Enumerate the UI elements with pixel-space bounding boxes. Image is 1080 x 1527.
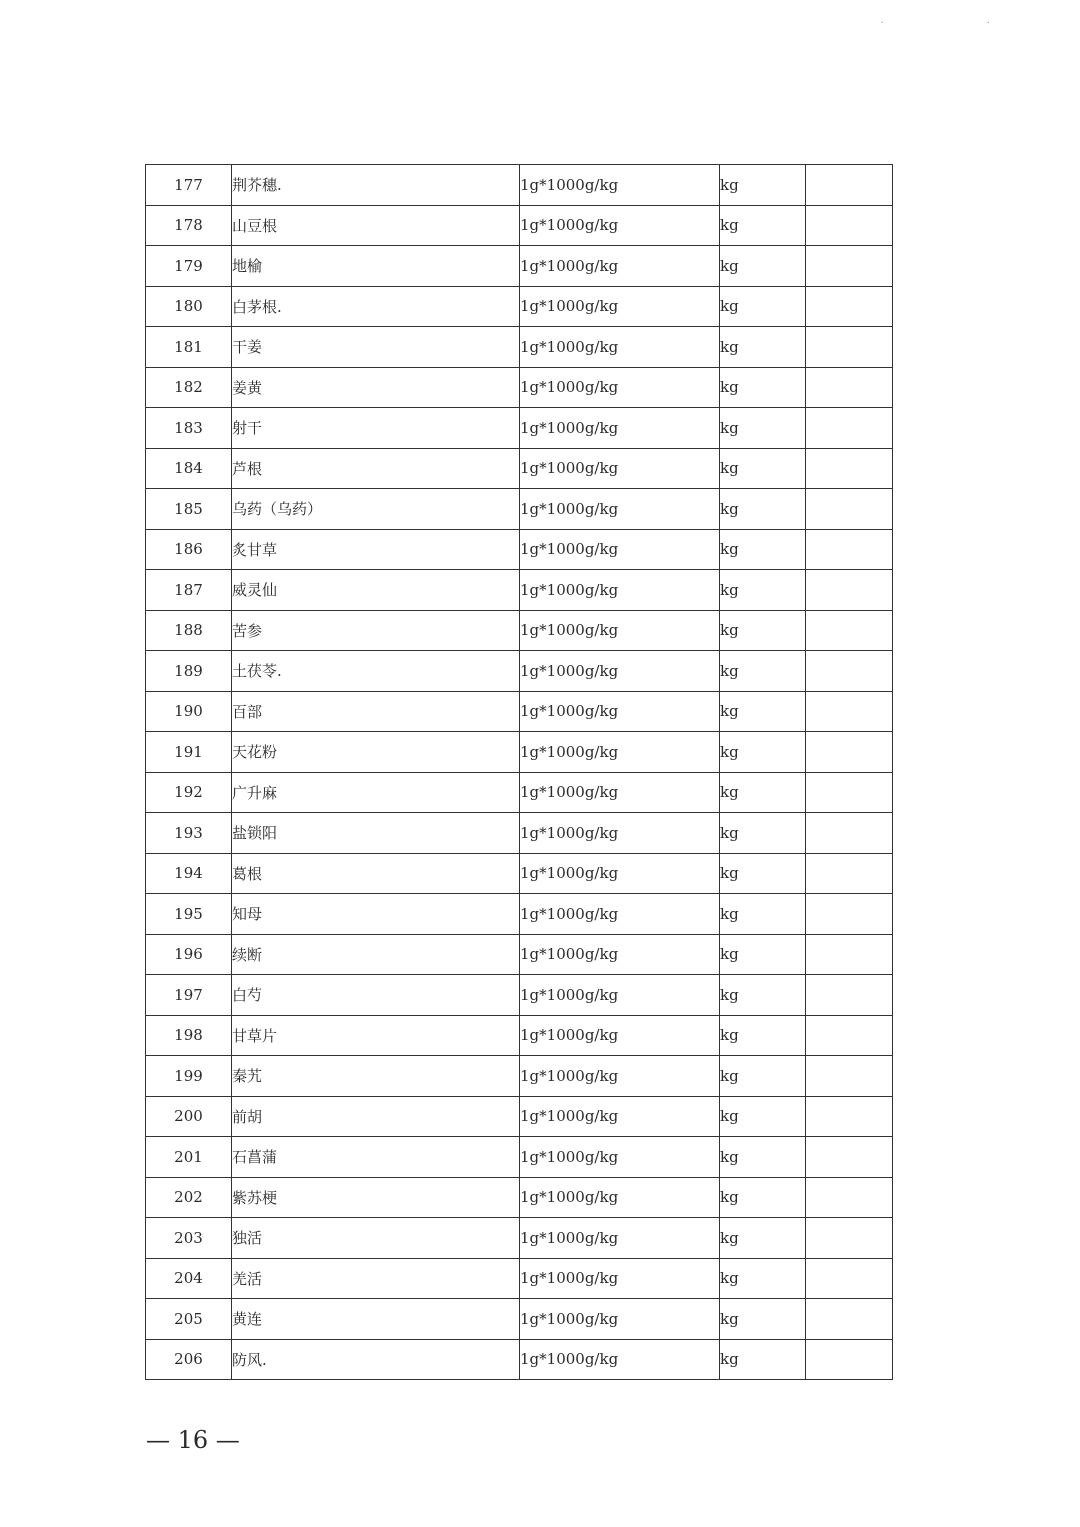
herb-name-cell: 威灵仙 [232,570,520,611]
unit-cell: kg [720,1015,806,1056]
blank-cell [806,327,893,368]
row-number-cell: 197 [146,975,232,1016]
row-number-cell: 181 [146,327,232,368]
blank-cell [806,1137,893,1178]
table-row [146,489,893,530]
page-number: — 16 — [146,1426,240,1454]
blank-cell [806,975,893,1016]
unit-cell: kg [720,1299,806,1340]
herb-name-cell: 芦根 [232,448,520,489]
herb-name-cell: 天花粉 [232,732,520,773]
blank-cell [806,610,893,651]
spec-cell: 1g*1000g/kg [520,529,720,570]
blank-cell [806,1218,893,1259]
spec-cell: 1g*1000g/kg [520,246,720,287]
row-number-cell: 189 [146,651,232,692]
spec-cell: 1g*1000g/kg [520,1015,720,1056]
spec-cell: 1g*1000g/kg [520,1339,720,1380]
row-number-cell: 182 [146,367,232,408]
table-row [146,408,893,449]
blank-cell [806,813,893,854]
unit-cell: kg [720,934,806,975]
table-row [146,813,893,854]
herb-name-cell: 姜黄 [232,367,520,408]
herb-name-cell: 广升麻 [232,772,520,813]
table-row [146,691,893,732]
table-row [146,246,893,287]
row-number-cell: 187 [146,570,232,611]
herb-table-body [146,165,893,1380]
spec-cell: 1g*1000g/kg [520,570,720,611]
unit-cell: kg [720,367,806,408]
unit-cell: kg [720,1177,806,1218]
table-row [146,894,893,935]
row-number-cell: 178 [146,205,232,246]
herb-name-cell: 射干 [232,408,520,449]
row-number-cell: 199 [146,1056,232,1097]
spec-cell: 1g*1000g/kg [520,1096,720,1137]
row-number-cell: 184 [146,448,232,489]
table-row [146,975,893,1016]
blank-cell [806,853,893,894]
table-row [146,610,893,651]
row-number-cell: 179 [146,246,232,287]
spec-cell: 1g*1000g/kg [520,894,720,935]
blank-cell [806,1056,893,1097]
table-row [146,570,893,611]
blank-cell [806,408,893,449]
herb-name-cell: 防风. [232,1339,520,1380]
herb-name-cell: 山豆根 [232,205,520,246]
blank-cell [806,934,893,975]
row-number-cell: 196 [146,934,232,975]
herb-name-cell: 地榆 [232,246,520,287]
unit-cell: kg [720,246,806,287]
herb-name-cell: 续断 [232,934,520,975]
blank-cell [806,570,893,611]
spec-cell: 1g*1000g/kg [520,732,720,773]
herb-name-cell: 荆芥穗. [232,165,520,206]
unit-cell: kg [720,651,806,692]
unit-cell: kg [720,327,806,368]
herb-name-cell: 秦艽 [232,1056,520,1097]
row-number-cell: 183 [146,408,232,449]
row-number-cell: 177 [146,165,232,206]
row-number-cell: 193 [146,813,232,854]
blank-cell [806,529,893,570]
table-row [146,853,893,894]
blank-cell [806,448,893,489]
spec-cell: 1g*1000g/kg [520,327,720,368]
herb-name-cell: 乌药（乌药） [232,489,520,530]
table-row [146,732,893,773]
spec-cell: 1g*1000g/kg [520,772,720,813]
row-number-cell: 186 [146,529,232,570]
table-row [146,1258,893,1299]
spec-cell: 1g*1000g/kg [520,813,720,854]
table-row [146,1339,893,1380]
herb-name-cell: 土茯苓. [232,651,520,692]
unit-cell: kg [720,1339,806,1380]
row-number-cell: 192 [146,772,232,813]
blank-cell [806,286,893,327]
unit-cell: kg [720,165,806,206]
table-row [146,1299,893,1340]
herb-name-cell: 盐锁阳 [232,813,520,854]
table-row [146,529,893,570]
spec-cell: 1g*1000g/kg [520,165,720,206]
blank-cell [806,732,893,773]
herb-name-cell: 白茅根. [232,286,520,327]
blank-cell [806,1096,893,1137]
unit-cell: kg [720,489,806,530]
unit-cell: kg [720,448,806,489]
table-row [146,165,893,206]
unit-cell: kg [720,975,806,1016]
row-number-cell: 190 [146,691,232,732]
table-row [146,1137,893,1178]
table-row [146,367,893,408]
spec-cell: 1g*1000g/kg [520,610,720,651]
unit-cell: kg [720,772,806,813]
herb-table [145,164,893,1380]
blank-cell [806,1299,893,1340]
herb-name-cell: 苦参 [232,610,520,651]
herb-name-cell: 知母 [232,894,520,935]
table-row [146,651,893,692]
herb-name-cell: 紫苏梗 [232,1177,520,1218]
blank-cell [806,772,893,813]
row-number-cell: 200 [146,1096,232,1137]
unit-cell: kg [720,570,806,611]
unit-cell: kg [720,853,806,894]
herb-name-cell: 炙甘草 [232,529,520,570]
table-row [146,1056,893,1097]
table-row [146,448,893,489]
blank-cell [806,1177,893,1218]
spec-cell: 1g*1000g/kg [520,1299,720,1340]
spec-cell: 1g*1000g/kg [520,1177,720,1218]
unit-cell: kg [720,732,806,773]
blank-cell [806,1015,893,1056]
blank-cell [806,205,893,246]
unit-cell: kg [720,1137,806,1178]
spec-cell: 1g*1000g/kg [520,205,720,246]
unit-cell: kg [720,205,806,246]
row-number-cell: 205 [146,1299,232,1340]
unit-cell: kg [720,529,806,570]
table-row [146,1096,893,1137]
blank-cell [806,691,893,732]
spec-cell: 1g*1000g/kg [520,448,720,489]
spec-cell: 1g*1000g/kg [520,975,720,1016]
spec-cell: 1g*1000g/kg [520,1218,720,1259]
herb-name-cell: 前胡 [232,1096,520,1137]
row-number-cell: 191 [146,732,232,773]
table-row [146,1218,893,1259]
table-row [146,1177,893,1218]
table-row [146,1015,893,1056]
herb-name-cell: 葛根 [232,853,520,894]
table-row [146,934,893,975]
spec-cell: 1g*1000g/kg [520,651,720,692]
unit-cell: kg [720,1096,806,1137]
blank-cell [806,165,893,206]
blank-cell [806,1339,893,1380]
row-number-cell: 180 [146,286,232,327]
blank-cell [806,489,893,530]
table-row [146,327,893,368]
scan-specks: · · [880,18,1040,29]
unit-cell: kg [720,1056,806,1097]
herb-name-cell: 甘草片 [232,1015,520,1056]
row-number-cell: 188 [146,610,232,651]
herb-name-cell: 羌活 [232,1258,520,1299]
row-number-cell: 194 [146,853,232,894]
unit-cell: kg [720,408,806,449]
table-row [146,772,893,813]
blank-cell [806,1258,893,1299]
blank-cell [806,246,893,287]
herb-name-cell: 石菖蒲 [232,1137,520,1178]
herb-name-cell: 干姜 [232,327,520,368]
blank-cell [806,367,893,408]
spec-cell: 1g*1000g/kg [520,286,720,327]
row-number-cell: 185 [146,489,232,530]
row-number-cell: 195 [146,894,232,935]
table-row [146,205,893,246]
spec-cell: 1g*1000g/kg [520,489,720,530]
herb-name-cell: 百部 [232,691,520,732]
row-number-cell: 203 [146,1218,232,1259]
spec-cell: 1g*1000g/kg [520,934,720,975]
spec-cell: 1g*1000g/kg [520,853,720,894]
unit-cell: kg [720,1258,806,1299]
unit-cell: kg [720,286,806,327]
blank-cell [806,894,893,935]
spec-cell: 1g*1000g/kg [520,1258,720,1299]
row-number-cell: 198 [146,1015,232,1056]
row-number-cell: 206 [146,1339,232,1380]
unit-cell: kg [720,894,806,935]
spec-cell: 1g*1000g/kg [520,408,720,449]
spec-cell: 1g*1000g/kg [520,1056,720,1097]
spec-cell: 1g*1000g/kg [520,367,720,408]
herb-name-cell: 独活 [232,1218,520,1259]
unit-cell: kg [720,610,806,651]
spec-cell: 1g*1000g/kg [520,1137,720,1178]
blank-cell [806,651,893,692]
row-number-cell: 204 [146,1258,232,1299]
table-row [146,286,893,327]
herb-name-cell: 白芍 [232,975,520,1016]
unit-cell: kg [720,691,806,732]
row-number-cell: 201 [146,1137,232,1178]
herb-name-cell: 黄连 [232,1299,520,1340]
spec-cell: 1g*1000g/kg [520,691,720,732]
unit-cell: kg [720,813,806,854]
unit-cell: kg [720,1218,806,1259]
row-number-cell: 202 [146,1177,232,1218]
